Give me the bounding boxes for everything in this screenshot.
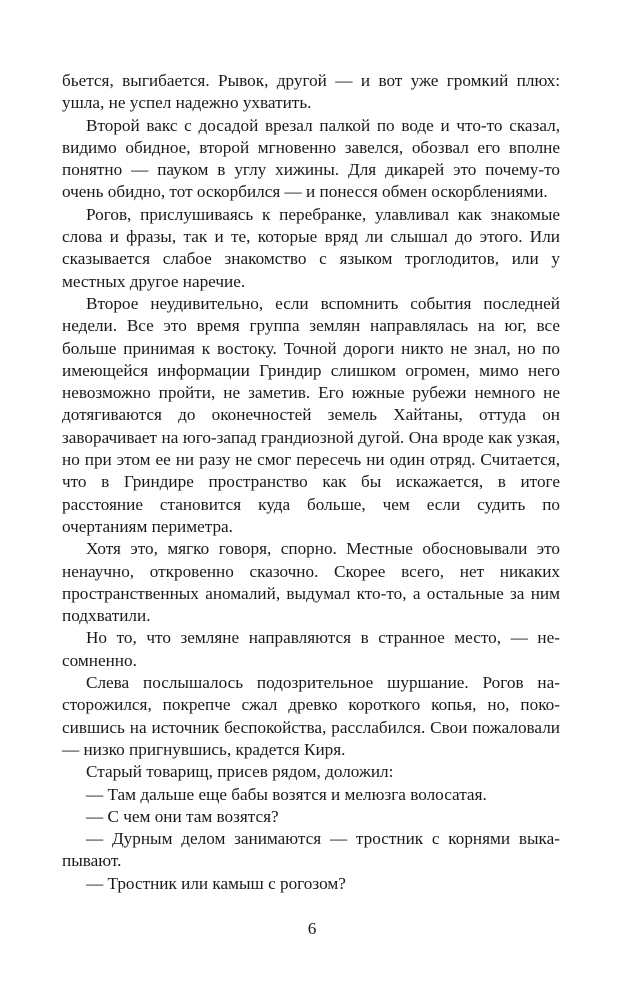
dialogue-line: — Там дальше еще бабы возятся и мелюзга волосатая. [86, 784, 487, 804]
paragraph: Старый товарищ, присев рядом, доложил: [86, 762, 394, 782]
page-number: 6 [307, 919, 317, 938]
paragraph: бьется, выгибается. Рывок, другой — и вот уже громкий плюх: ушла, не успел надежно ухватить. [62, 71, 560, 113]
page-body [62, 70, 560, 895]
paragraph: Но то, что земляне направляются в странное место, — несомненно. [62, 628, 560, 670]
paragraph: Второй вакс с досадой врезал палкой по воде и что-то сказал, видимо обидное, второй мгновенно завелся, обозвал его вполне понятно — пауком в углу хижины. Для дикарей это почему-то очень обидно, тот оскорбился — и понесся обмен оскорблениями. [62, 115, 560, 202]
dialogue-line: — Тростник или камыш с рогозом? [86, 873, 346, 893]
paragraph: Хотя это, мягко говоря, спорно. Местные обосновывали это ненаучно, откровенно сказочно. Скорее всего, нет никаких пространственных аномалий, выдумал кто-то, а остальные за ним подхватили. [62, 539, 560, 626]
dialogue-line: — С чем они там возятся? [86, 806, 279, 826]
paragraph: Второе неудивительно, если вспомнить события последней недели. Все это время группа землян направлялась на юг, все больше принимая к востоку. Точной дороги никто не знал, но по имеющейся информации Гриндир слишком огромен, мимо него невозможно пройти, не заметив. Его южные рубежи немного не дотягиваются до оконечностей земель Хайтаны, оттуда он заворачивает на юго-запад грандиозной дугой. Она вроде как узкая, но при этом ее ни разу не смог пересечь ни один отряд. Считается, что в Гриндире пространство как бы искажается, в итоге расстояние становится куда больше, чем если судить по очертаниям периметра. [62, 293, 560, 536]
paragraph: Рогов, прислушиваясь к перебранке, улавливал как знакомые слова и фразы, так и те, которые вряд ли слышал до этого. Или сказывается слабое знакомство с языком троглодитов, или у местных другое наречие. [62, 204, 560, 291]
dialogue-line: — Дурным делом занимаются — тростник с корнями выкапывают. [62, 829, 560, 871]
paragraph: Слева послышалось подозрительное шуршание. Рогов насторожился, покрепче сжал древко короткого копья, но, покосившись на источник беспокойства, расслабился. Свои пожаловали — низко пригнувшись, крадется Киря. [62, 673, 560, 759]
